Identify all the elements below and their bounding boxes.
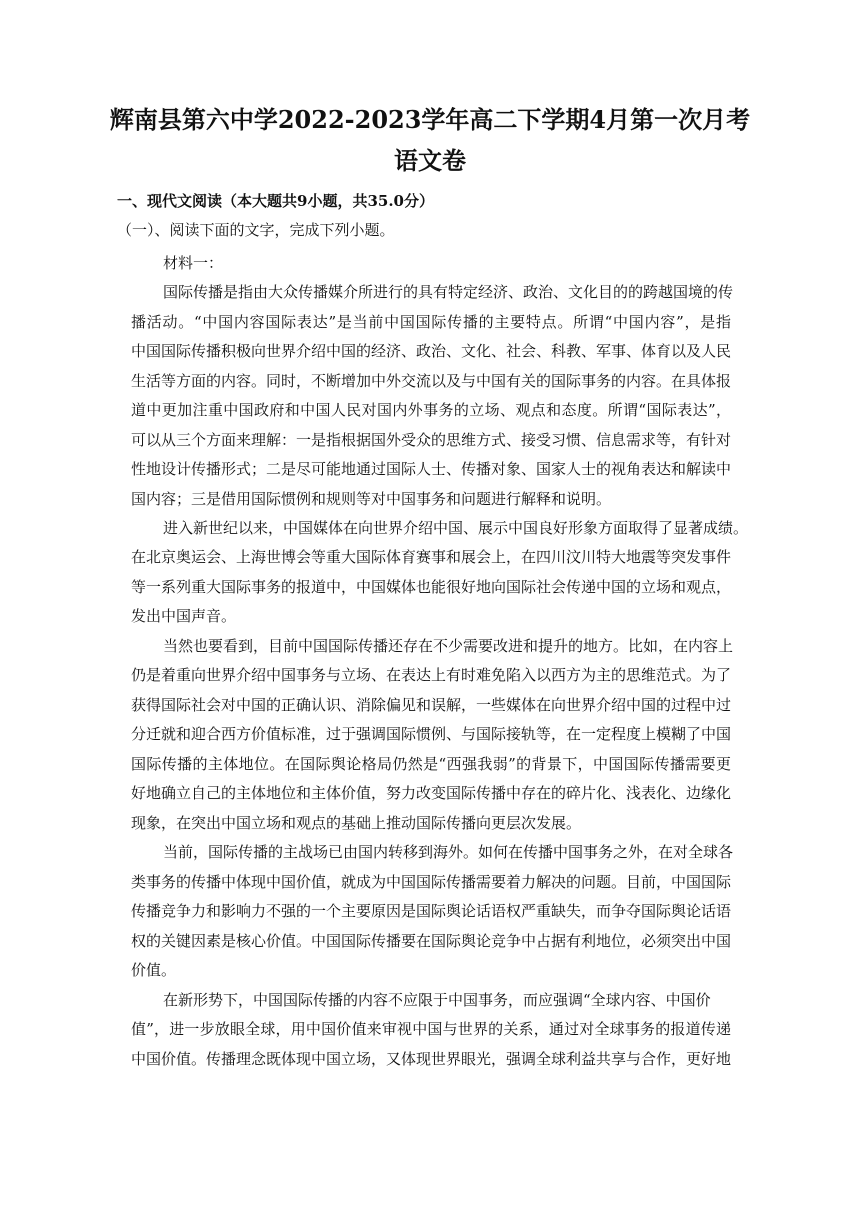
paragraph-line: 播活动。“中国内容国际表达”是当前中国国际传播的主要特点。所谓“中国内容”，是指 bbox=[131, 313, 731, 331]
paragraph-line: 好地确立自己的主体地位和主体价值，努力改变国际传播中存在的碎片化、浅表化、边缘化 bbox=[131, 784, 732, 802]
paragraph-line: 当然也要看到，目前中国国际传播还存在不少需要改进和提升的地方。比如，在内容上 bbox=[163, 637, 734, 655]
material-label: 材料一： bbox=[163, 254, 224, 272]
paragraph-line: 权的关键因素是核心价值。中国国际传播要在国际舆论竞争中占据有利地位，必须突出中国 bbox=[131, 932, 732, 950]
document-title: 辉南县第六中学2022-2023学年高二下学期4月第一次月考 bbox=[109, 105, 751, 134]
paragraph-line: 值”，进一步放眼全球，用中国价值来审视中国与世界的关系，通过对全球事务的报道传递 bbox=[131, 1020, 731, 1038]
paragraph-line: 进入新世纪以来，中国媒体在向世界介绍中国、展示中国良好形象方面取得了显著成绩。 bbox=[163, 519, 749, 537]
paragraph-line: 分迁就和迎合西方价值标准，过于强调国际惯例、与国际接轨等，在一定程度上模糊了中国 bbox=[131, 725, 732, 743]
document-subtitle: 语文卷 bbox=[394, 146, 466, 175]
paragraph-line: 在北京奥运会、上海世博会等重大国际体育赛事和展会上，在四川汶川特大地震等突发事件 bbox=[131, 548, 732, 566]
paragraph-line: 中国价值。传播理念既体现中国立场，又体现世界眼光，强调全球利益共享与合作，更好地 bbox=[131, 1050, 732, 1068]
paragraph-line: 发出中国声音。 bbox=[131, 607, 237, 625]
paragraph-line: 国际传播是指由大众传播媒介所进行的具有特定经济、政治、文化目的的跨越国境的传 bbox=[163, 283, 734, 301]
paragraph-line: 仍是着重向世界介绍中国事务与立场、在表达上有时难免陷入以西方为主的思维范式。为了 bbox=[131, 666, 732, 684]
paragraph-line: 当前，国际传播的主战场已由国内转移到海外。如何在传播中国事务之外，在对全球各 bbox=[163, 843, 734, 861]
paragraph-line: 道中更加注重中国政府和中国人民对国内外事务的立场、观点和态度。所谓“国际表达”， bbox=[131, 401, 731, 419]
paragraph-line: 性地设计传播形式；二是尽可能地通过国际人士、传播对象、国家人士的视角表达和解读中 bbox=[131, 460, 732, 478]
paragraph-line: 生活等方面的内容。同时，不断增加中外交流以及与中国有关的国际事务的内容。在具体报 bbox=[131, 372, 732, 390]
paragraph-line: 现象，在突出中国立场和观点的基础上推动国际传播向更层次发展。 bbox=[131, 814, 582, 832]
subsection-instruction: （一）、阅读下面的文字，完成下列小题。 bbox=[117, 221, 395, 239]
paragraph-line: 中国国际传播积极向世界介绍中国的经济、政治、文化、社会、科教、军事、体育以及人民 bbox=[131, 342, 732, 360]
paragraph-line: 可以从三个方面来理解：一是指根据国外受众的思维方式、接受习惯、信息需求等，有针对 bbox=[131, 431, 732, 449]
paragraph-line: 等一系列重大国际事务的报道中，中国媒体也能很好地向国际社会传递中国的立场和观点， bbox=[131, 578, 732, 596]
paragraph-line: 国际传播的主体地位。在国际舆论格局仍然是“西强我弱”的背景下，中国国际传播需要更 bbox=[131, 755, 731, 773]
paragraph-line: 价值。 bbox=[131, 961, 177, 979]
section-heading: 一、现代文阅读（本大题共9小题，共35.0分） bbox=[117, 192, 434, 210]
paragraph-line: 传播竞争力和影响力不强的一个主要原因是国际舆论话语权严重缺失，而争夺国际舆论话语 bbox=[131, 902, 732, 920]
paragraph-line: 在新形势下，中国国际传播的内容不应限于中国事务，而应强调“全球内容、中国价 bbox=[163, 991, 711, 1009]
paragraph-line: 类事务的传播中体现中国价值，就成为中国国际传播需要着力解决的问题。目前，中国国际 bbox=[131, 873, 732, 891]
paragraph-line: 获得国际社会对中国的正确认识、消除偏见和误解，一些媒体在向世界介绍中国的过程中过 bbox=[131, 696, 732, 714]
paragraph-line: 国内容；三是借用国际惯例和规则等对中国事务和问题进行解释和说明。 bbox=[131, 490, 612, 508]
